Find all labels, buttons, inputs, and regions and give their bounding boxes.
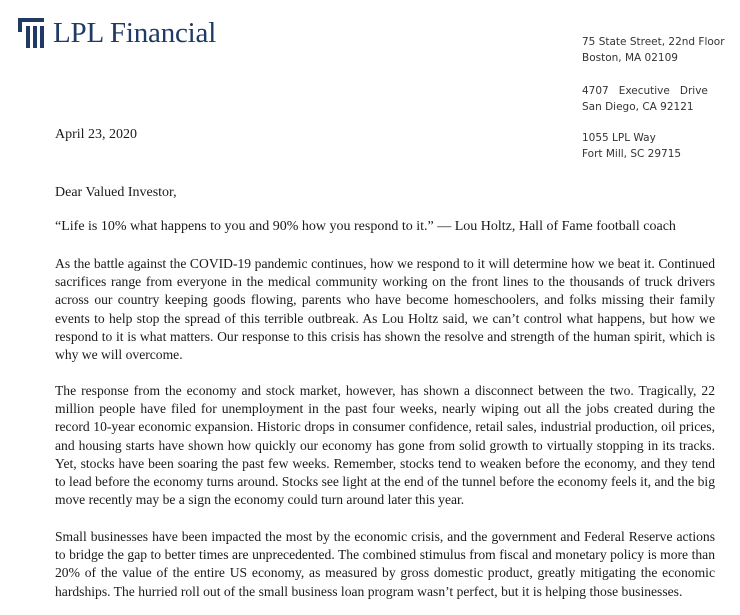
opening-quote: “Life is 10% what happens to you and 90% how you respond to it.” — Lou Holtz, Hall of Fame football coach (55, 219, 676, 234)
paragraph: The response from the economy and stock market, however, has shown a disconnect between the two. Tragically, 22 million people have filed for unemployment in the past four weeks, nearly wiping out all the jobs created during the record 10-year economic expansion. Historic drops in consumer confidence, retail sales, industrial production, oil prices, and housing starts have shown how quickly our economy has gone from solid growth to virtually stopping in its tracks. Yet, stocks have been soaring the past few weeks. Remember, stocks tend to weaken before the economy, and they tend to lead before the economy turns around. Stocks see light at the end of the tunnel before the economy feels it, and the big move recently may be a sign the economy could turn around later this year. (55, 383, 715, 508)
address-line: 4707 Executive Drive (582, 85, 708, 97)
company-logo (18, 18, 216, 48)
address-san-diego (582, 83, 708, 115)
letter-date: April 23, 2020 (55, 127, 138, 142)
paragraph: Small businesses have been impacted the most by the economic crisis, and the government and Federal Reserve actions to bridge the gap to better times are unprecedented. The combined stimulus from fiscal and monetary policy is more than 20% of the value of the entire US economy, as measured by gross domestic product, greatly mitigating the economic hardships. The hurried roll out of the small business loan program wasn’t perfect, but it is helping those businesses. (55, 529, 715, 599)
address-line: Boston, MA 02109 (582, 52, 678, 64)
address-line: 1055 LPL Way (582, 132, 656, 144)
address-fort-mill (582, 130, 681, 162)
paragraph: As the battle against the COVID-19 pandemic continues, how we respond to it will determine how we beat it. Continued sacrifices range from everyone in the medical community working on the front lines to the thousands of truck drivers across our country keeping goods flowing, parents who have become homeschoolers, and folks missing their family events to help stop the spread of this terrible outbreak. As Lou Holtz said, we can’t control what happens, but how we respond to it is what matters. Our response to this crisis has shown the resolve and strength of the human spirit, which is why we will overcome. (55, 256, 715, 363)
salutation: Dear Valued Investor, (55, 185, 177, 200)
lpl-logo-icon (18, 18, 44, 48)
address-line: San Diego, CA 92121 (582, 101, 694, 113)
address-line: 75 State Street, 22nd Floor (582, 36, 725, 48)
address-boston (582, 34, 725, 66)
address-line: Fort Mill, SC 29715 (582, 148, 682, 160)
logo-text: LPL Financial (53, 17, 217, 49)
